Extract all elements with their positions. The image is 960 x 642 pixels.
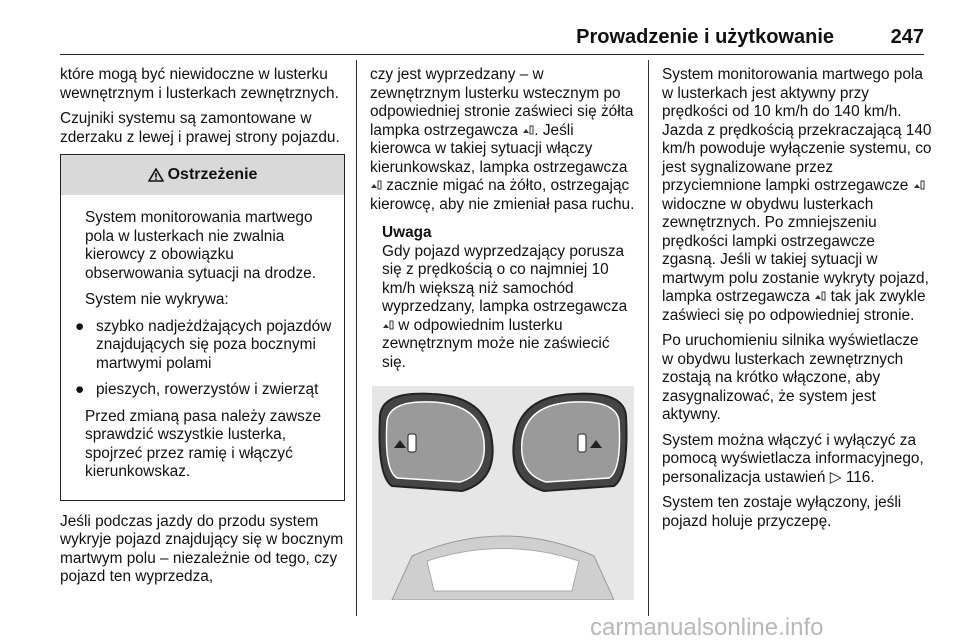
left-mirror [380,394,493,491]
text-run: . Jeśli kierowca w takiej sytuacji włączy kierunkowskaz, lampka ostrzegawcza [370,121,628,176]
list-item-text: szybko nadjeżdżających pojazdów znajdujących się poza bocznymi martwymi polami [96,317,332,372]
page-reference-arrow-icon[interactable]: ▷ [829,468,842,486]
column-divider [356,60,357,616]
blind-spot-warning-icon [814,290,826,302]
blind-spot-warning-icon [382,319,394,331]
paragraph: System ten zostaje wyłączony, jeśli pojazd holuje przyczepę. [662,494,902,530]
text-run: zacznie migać na żółto, ostrzegając kierowcę, aby nie zmieniał pasa ruchu. [370,177,635,213]
blind-spot-warning-icon [522,124,534,136]
paragraph: Czujniki systemu są zamontowane w zderzaku z lewej i prawej strony pojazdu. [60,110,340,146]
warning-box [60,154,345,501]
paragraph [370,66,635,214]
mirror-illustration [372,386,634,600]
page-reference-link[interactable]: 116. [845,468,875,486]
warning-heading: Ostrzeżenie [167,165,258,183]
text-run: System monitorowania martwego pola w lusterkach jest aktywny przy prędkości od 10 km/h do 140 km/h. Jazda z prędkością przekraczającą 140 km/h powoduje wyłączenie systemu, co jest sygnalizowane przez przyciemnione lampki ostrzegawcze [662,66,932,194]
list-item [75,381,332,400]
list-item-text: pieszych, rowerzystów i zwierząt [96,381,319,398]
note-label: Uwaga [382,224,432,241]
paragraph [662,66,932,325]
paragraph: System nie wykrywa: [85,291,229,308]
paragraph: Po uruchomieniu silnika wyświetlacze w obydwu lusterkach zewnętrznych zostają na krótko włączone, aby zasygnalizować, że system jest aktywny. [662,332,919,423]
blind-spot-warning-icon [370,179,382,191]
paragraph: które mogą być niewidoczne w lusterku wewnętrznym i lusterkach zewnętrznych. [60,66,339,102]
bullet-icon: ● [75,317,85,335]
paragraph [662,432,932,488]
text-run: System można włączyć i wyłączyć za pomocą wyświetlacza informacyjnego, personalizacja ustawień [662,431,924,486]
page-title: Prowadzenie i użytkowanie [576,26,834,48]
column-1 [60,66,345,594]
page-number: 247 [890,26,924,48]
paragraph: System monitorowania martwego pola w lusterkach nie zwalnia kierowcy z obowiązku obserwowania sytuacji na drodze. [85,209,316,282]
text-run: tak jak zwykle zaświeci się po odpowiedniej stronie. [662,288,926,324]
list-item [75,317,332,374]
watermark: carmanualsonline.info [590,614,824,641]
blind-spot-warning-icon [913,179,925,191]
warning-lamp-icon [578,434,586,452]
note-box [370,224,635,372]
warning-header [61,155,344,195]
column-3 [662,66,932,538]
text-run: czy jest wyprzedzany – w zewnętrznym lusterku wstecznym po odpowiedniej stronie zaświeci się żółta lampka ostrzegawcza [370,66,634,139]
bullet-icon: ● [75,381,85,398]
warning-body [61,195,344,500]
warning-triangle-icon [148,168,164,182]
warning-lamp-icon [408,434,416,452]
text-run: widoczne w obydwu lusterkach zewnętrznych. Po zmniejszeniu prędkości lampki ostrzegawcze zgasną. Jeśli w takiej sytuacji w martwym polu zostanie wykryty pojazd, lampka ostrzegawcza [662,195,929,305]
column-divider [648,60,649,616]
paragraph: Jeśli podczas jazdy do przodu system wykryje pojazd znajdujący się w bocznym martwym polu – niezależnie od tego, czy pojazd ten wyprzedza, [60,512,344,585]
text-run: Gdy pojazd wyprzedzający porusza się z prędkością o co najmniej 10 km/h większą niż samochód wyprzedzany, lampka ostrzegawcza [382,242,628,315]
page-header [60,8,924,55]
text-run: w odpowiednim lusterku zewnętrznym może nie zaświecić się. [382,316,610,371]
paragraph: Przed zmianą pasa należy zawsze sprawdzić wszystkie lusterka, spojrzeć przez ramię i włączyć kierunkowskaz. [85,407,322,480]
right-mirror [513,394,626,491]
column-2 [370,66,635,372]
mirror-illustration-svg [372,386,634,600]
